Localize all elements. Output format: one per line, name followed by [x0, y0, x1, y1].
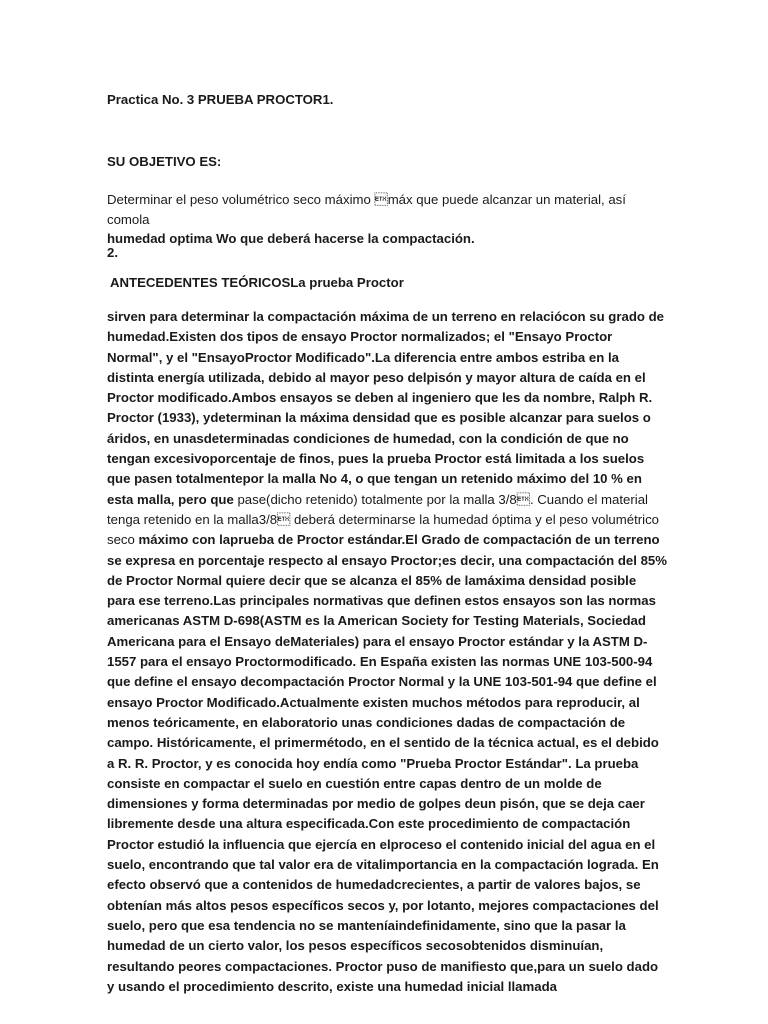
body-paragraph — [107, 307, 667, 997]
section-heading: ANTECEDENTES TEÓRICOSLa prueba Proctor — [110, 275, 404, 290]
body-text-part-1: sirven para determinar la compactación máxima de un terreno en relaciócon su grado de humedad.Existen dos tipos de ensayo Proctor normalizados; el "Ensayo Proctor Normal", y el "EnsayoProctor Modificado".La diferencia entre ambos estriba en la distinta energía utilizada, debido al mayor peso delpisón y mayor altura de caída en el Proctor modificado.Ambos ensayos se deben al ingeniero que les da nombre, Ralph R. Proctor (1933), ydeterminan la máxima densidad que es posible alcanzar para suelos o áridos, en unasdeterminadas condiciones de humedad, con la condición de que no tengan excesivoporcentaje de finos, pues la prueba Proctor está limitada a los suelos que pasen totalmentepor la malla No 4, o que tengan un retenido máximo del 10 % en esta malla, pero que — [107, 309, 664, 507]
section-number: 2. — [107, 245, 118, 260]
document-title: Practica No. 3 PRUEBA PROCTOR1. — [107, 92, 334, 107]
objective-text-line-1: Determinar el peso volumétrico seco máximo máx que puede alcanzar un material, así comola — [107, 192, 626, 227]
body-text-part-2: pase(dicho retenido) totalmente por la malla 3/8. Cuando el material tenga retenido en la malla3/8 deberá determinarse la humedad óptima y el peso volumétrico seco — [107, 491, 659, 548]
body-text-part-3: máximo con laprueba de Proctor estándar.El Grado de compactación de un terreno se expresa en porcentaje respecto al ensayo Proctor;es decir, una compactación del 85% de Proctor Normal quiere decir que se alcanza el 85% de lamáxima densidad posible para ese terreno.Las principales normativas que definen estos ensayos son las normas americanas ASTM D-698(ASTM es la American Society for Testing Materials, Sociedad Americana para el Ensayo deMateriales) para el ensayo Proctor estándar y la ASTM D-1557 para el ensayo Proctormodificado. En España existen las normas UNE 103-500-94 que define el ensayo decompactación Proctor Normal y la UNE 103-501-94 que define el ensayo Proctor Modificado.Actualmente existen muchos métodos para reproducir, al menos teóricamente, en elaboratorio unas condiciones dadas de compactación de campo. Históricamente, el primermétodo, en el sentido de la técnica actual, es el debido a R. R. Proctor, y es conocida hoy endía como "Prueba Proctor Estándar". La prueba consiste en compactar el suelo en cuestión entre capas dentro de un molde de dimensiones y forma determinadas por medio de golpes deun pisón, que se deja caer libremente desde una altura especificada.Con este procedimiento de compactación Proctor estudió la influencia que ejercía en elproceso el contenido inicial del agua en el suelo, encontrando que tal valor era de vitalimportancia en la compactación lograda. En efecto observó que a contenidos de humedadcrecientes, a partir de valores bajos, se obtenían más altos pesos específicos secos y, por lotanto, mejores compactaciones del suelo, pero que esa tendencia no se manteníaindefinidamente, sino que la pasar la humedad de un cierto valor, los pesos específicos secosobtenidos disminuían, resultando peores compactaciones. Proctor puso de manifiesto que,para un suelo dado y usando el procedimiento descrito, existe una humedad inicial llamada — [107, 532, 667, 994]
objective-heading: SU OBJETIVO ES: — [107, 154, 222, 169]
objective-text-line-2: humedad optima Wo que deberá hacerse la compactación. — [107, 231, 475, 246]
objective-paragraph — [107, 190, 667, 249]
